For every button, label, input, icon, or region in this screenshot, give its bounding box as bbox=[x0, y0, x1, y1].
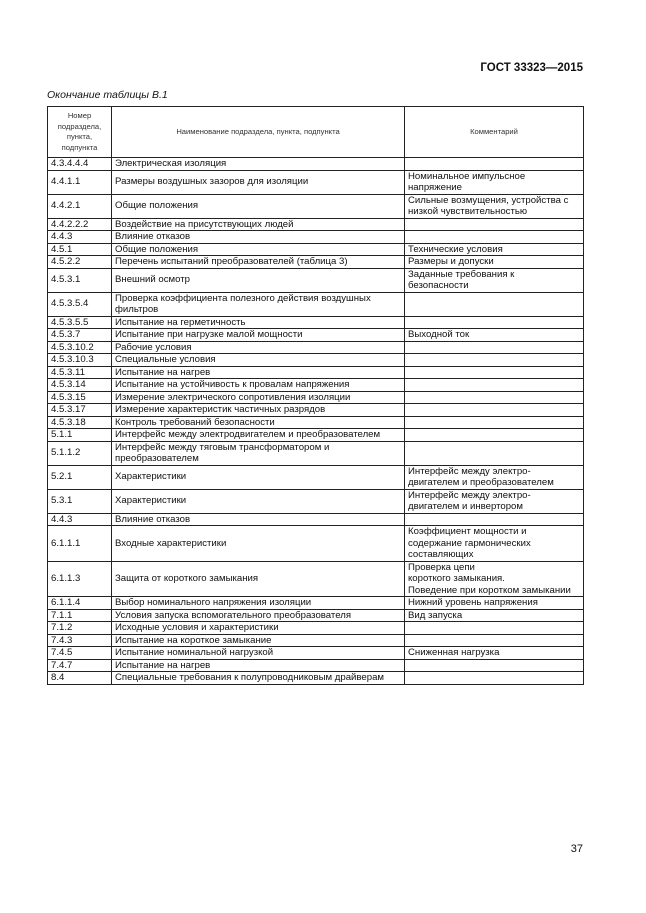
cell-comment: Номинальное импульсное напряжение bbox=[405, 170, 584, 194]
cell-name: Воздействие на присутствующих людей bbox=[112, 218, 405, 231]
cell-name: Внешний осмотр bbox=[112, 268, 405, 292]
table-row bbox=[48, 268, 584, 292]
table-body bbox=[48, 158, 584, 685]
table-row bbox=[48, 526, 584, 562]
cell-name: Характеристики bbox=[112, 489, 405, 513]
cell-comment bbox=[405, 292, 584, 316]
table-row bbox=[48, 404, 584, 417]
cell-name: Влияние отказов bbox=[112, 513, 405, 526]
table-row bbox=[48, 243, 584, 256]
cell-number: 4.5.3.15 bbox=[48, 391, 112, 404]
cell-comment: Интерфейс между электро- двигателем и инвертором bbox=[405, 489, 584, 513]
cell-comment bbox=[405, 429, 584, 442]
table-row bbox=[48, 391, 584, 404]
table-row bbox=[48, 170, 584, 194]
cell-name: Контроль требований безопасности bbox=[112, 416, 405, 429]
table-row bbox=[48, 513, 584, 526]
table-row bbox=[48, 341, 584, 354]
cell-name: Размеры воздушных зазоров для изоляции bbox=[112, 170, 405, 194]
cell-comment bbox=[405, 366, 584, 379]
table-row bbox=[48, 158, 584, 171]
cell-comment: Технические условия bbox=[405, 243, 584, 256]
table-row bbox=[48, 634, 584, 647]
table-row bbox=[48, 256, 584, 269]
cell-name: Измерение характеристик частичных разрядов bbox=[112, 404, 405, 417]
table-row bbox=[48, 441, 584, 465]
cell-name: Рабочие условия bbox=[112, 341, 405, 354]
cell-number: 4.5.3.17 bbox=[48, 404, 112, 417]
cell-number: 8.4 bbox=[48, 672, 112, 685]
cell-name: Измерение электрического сопротивления изоляции bbox=[112, 391, 405, 404]
cell-name: Интерфейс между электродвигателем и преобразователем bbox=[112, 429, 405, 442]
cell-name: Входные характеристики bbox=[112, 526, 405, 562]
column-header-name: Наименование подраздела, пункта, подпункта bbox=[112, 107, 405, 158]
cell-comment: Вид запуска bbox=[405, 609, 584, 622]
cell-name: Выбор номинального напряжения изоляции bbox=[112, 597, 405, 610]
cell-comment bbox=[405, 354, 584, 367]
cell-name: Испытание на герметичность bbox=[112, 316, 405, 329]
cell-name: Специальные условия bbox=[112, 354, 405, 367]
cell-name: Электрическая изоляция bbox=[112, 158, 405, 171]
cell-comment bbox=[405, 513, 584, 526]
table-row bbox=[48, 194, 584, 218]
cell-comment: Сильные возмущения, устройства с низкой чувствительностью bbox=[405, 194, 584, 218]
cell-name: Общие положения bbox=[112, 194, 405, 218]
cell-number: 4.4.2.2.2 bbox=[48, 218, 112, 231]
table-row bbox=[48, 489, 584, 513]
cell-comment bbox=[405, 391, 584, 404]
cell-number: 4.5.2.2 bbox=[48, 256, 112, 269]
cell-number: 4.4.3 bbox=[48, 513, 112, 526]
cell-number: 4.4.3 bbox=[48, 231, 112, 244]
table-row bbox=[48, 218, 584, 231]
cell-number: 5.1.1.2 bbox=[48, 441, 112, 465]
cell-comment bbox=[405, 316, 584, 329]
cell-comment: Коэффициент мощности и содержание гармонических составляющих bbox=[405, 526, 584, 562]
table-header-row bbox=[48, 107, 584, 158]
cell-number: 4.4.2.1 bbox=[48, 194, 112, 218]
cell-number: 6.1.1.3 bbox=[48, 561, 112, 597]
cell-comment bbox=[405, 158, 584, 171]
cell-number: 4.5.3.7 bbox=[48, 329, 112, 342]
cell-number: 7.4.7 bbox=[48, 659, 112, 672]
cell-comment bbox=[405, 672, 584, 685]
table-row bbox=[48, 329, 584, 342]
table-row bbox=[48, 465, 584, 489]
cell-comment: Заданные требования к безопасности bbox=[405, 268, 584, 292]
cell-number: 4.3.4.4.4 bbox=[48, 158, 112, 171]
cell-number: 7.4.3 bbox=[48, 634, 112, 647]
table-row bbox=[48, 429, 584, 442]
cell-comment: Интерфейс между электро- двигателем и преобразователем bbox=[405, 465, 584, 489]
table-row bbox=[48, 416, 584, 429]
table-row bbox=[48, 366, 584, 379]
cell-number: 7.1.2 bbox=[48, 622, 112, 635]
cell-comment bbox=[405, 622, 584, 635]
cell-name: Защита от короткого замыкания bbox=[112, 561, 405, 597]
document-code: ГОСТ 33323—2015 bbox=[480, 62, 583, 74]
cell-number: 4.5.3.10.2 bbox=[48, 341, 112, 354]
table-row bbox=[48, 672, 584, 685]
table-row bbox=[48, 292, 584, 316]
cell-name: Характеристики bbox=[112, 465, 405, 489]
cell-name: Испытание на короткое замыкание bbox=[112, 634, 405, 647]
cell-name: Испытание номинальной нагрузкой bbox=[112, 647, 405, 660]
cell-comment: Сниженная нагрузка bbox=[405, 647, 584, 660]
cell-comment bbox=[405, 441, 584, 465]
cell-number: 5.3.1 bbox=[48, 489, 112, 513]
table-row bbox=[48, 597, 584, 610]
table-row bbox=[48, 354, 584, 367]
page-number: 37 bbox=[570, 843, 583, 855]
cell-name: Общие положения bbox=[112, 243, 405, 256]
table-row bbox=[48, 379, 584, 392]
cell-comment: Выходной ток bbox=[405, 329, 584, 342]
requirements-table bbox=[47, 106, 584, 685]
cell-name: Интерфейс между тяговым трансформатором и преобразователем bbox=[112, 441, 405, 465]
cell-number: 4.5.3.18 bbox=[48, 416, 112, 429]
table-row bbox=[48, 659, 584, 672]
table-row bbox=[48, 622, 584, 635]
table-row bbox=[48, 316, 584, 329]
cell-number: 6.1.1.4 bbox=[48, 597, 112, 610]
cell-name: Перечень испытаний преобразователей (таблица 3) bbox=[112, 256, 405, 269]
cell-name: Исходные условия и характеристики bbox=[112, 622, 405, 635]
cell-comment bbox=[405, 634, 584, 647]
cell-name: Влияние отказов bbox=[112, 231, 405, 244]
cell-name: Испытание на устойчивость к провалам напряжения bbox=[112, 379, 405, 392]
cell-comment bbox=[405, 341, 584, 354]
cell-number: 6.1.1.1 bbox=[48, 526, 112, 562]
table-row bbox=[48, 231, 584, 244]
cell-number: 4.5.3.5.4 bbox=[48, 292, 112, 316]
cell-number: 4.5.3.11 bbox=[48, 366, 112, 379]
cell-name: Испытание на нагрев bbox=[112, 366, 405, 379]
cell-number: 4.5.3.5.5 bbox=[48, 316, 112, 329]
cell-comment: Проверка цепи короткого замыкания. Поведение при коротком замыкании bbox=[405, 561, 584, 597]
table-row bbox=[48, 561, 584, 597]
table-row bbox=[48, 609, 584, 622]
cell-comment: Нижний уровень напряжения bbox=[405, 597, 584, 610]
cell-comment bbox=[405, 218, 584, 231]
cell-number: 4.5.3.14 bbox=[48, 379, 112, 392]
cell-comment bbox=[405, 659, 584, 672]
cell-comment bbox=[405, 404, 584, 417]
cell-number: 5.2.1 bbox=[48, 465, 112, 489]
cell-name: Условия запуска вспомогательного преобразователя bbox=[112, 609, 405, 622]
cell-name: Испытание на нагрев bbox=[112, 659, 405, 672]
cell-name: Испытание при нагрузке малой мощности bbox=[112, 329, 405, 342]
cell-number: 7.4.5 bbox=[48, 647, 112, 660]
cell-number: 7.1.1 bbox=[48, 609, 112, 622]
column-header-number: Номер подраздела, пункта, подпункта bbox=[48, 107, 112, 158]
cell-name: Специальные требования к полупроводниковым драйверам bbox=[112, 672, 405, 685]
cell-number: 4.5.1 bbox=[48, 243, 112, 256]
cell-comment bbox=[405, 416, 584, 429]
cell-comment: Размеры и допуски bbox=[405, 256, 584, 269]
cell-number: 4.4.1.1 bbox=[48, 170, 112, 194]
cell-number: 4.5.3.10.3 bbox=[48, 354, 112, 367]
cell-number: 4.5.3.1 bbox=[48, 268, 112, 292]
cell-comment bbox=[405, 231, 584, 244]
table-caption: Окончание таблицы В.1 bbox=[47, 89, 168, 101]
cell-number: 5.1.1 bbox=[48, 429, 112, 442]
column-header-comment: Комментарий bbox=[405, 107, 584, 158]
cell-comment bbox=[405, 379, 584, 392]
table-row bbox=[48, 647, 584, 660]
cell-name: Проверка коэффициента полезного действия воздушных фильтров bbox=[112, 292, 405, 316]
